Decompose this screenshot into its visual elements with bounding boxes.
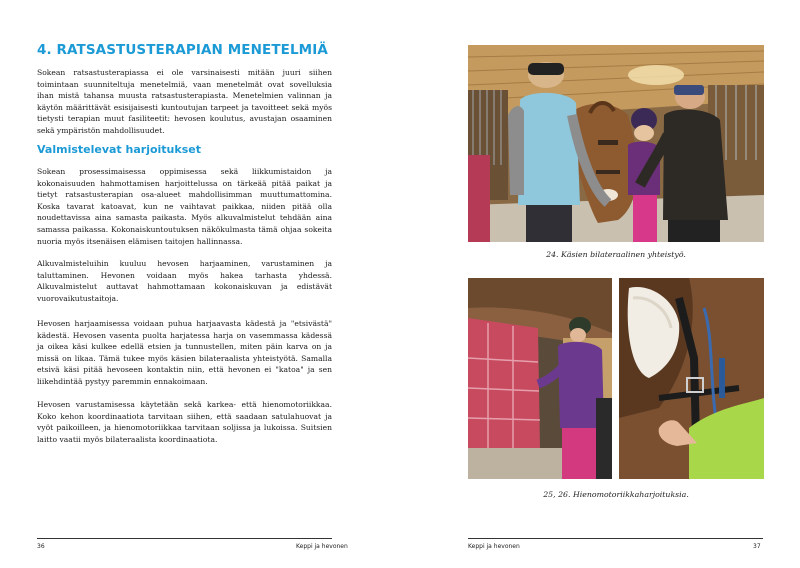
- body-paragraph-4: Hevosen varustamisessa käytetään sekä karkea- että hienomotoriikkaa. Koko kehon koordinaatiota tarvitaan siihen, että saadaan satulahuovat ja vyöt paikoilleen, ja hienomotoriikkaa tarvitaan soljissa ja lukoissa. Suitsien laitto vaatii myös bilateraalista koordinaatiota.: [37, 400, 332, 444]
- right-page: [400, 0, 800, 568]
- photo-fine-motor-bridle: [619, 278, 764, 479]
- caption-photo-24: 24. Käsien bilateraalinen yhteistyö.: [546, 250, 686, 259]
- body-paragraph-3: Hevosen harjaamisessa voidaan puhua harjaavasta kädestä ja "etsivästä" kädestä. Hevosen vasenta puolta harjatessa harja on vasemmassa kädessä ja oikea käsi kulkee edellä etsien ja tunnustellen, miten päin karva on ja missä on likaa. Tämä tukee myös käsien bilateraalista yhteistyötä. Samalla etsivä käsi pitää hevoseen kontaktin niin, että hevonen ei "katoa" ja sen liikehdintää pystyy paremmin ennakoimaan.: [37, 319, 332, 386]
- page-number-right: 37: [753, 543, 761, 550]
- intro-paragraph: Sokean ratsastusterapiassa ei ole varsinaisesti mitään juuri siihen toimintaan suunniteltuja menetelmiä, vaan menetelmät ovat sovelluksia ihan mistä tahansa muusta ratsastusterapiasta. Menetelmien valinnan ja käytön määrittävät esisijaisesti kuntoutujan tarpeet ja tavoitteet sekä myös tietysti terapian muut fasiliteetit: hevosen koulutus, avustajan osaaminen sekä ympäristön mahdollisuudet.: [37, 68, 332, 135]
- footer-title-left: Keppi ja hevonen: [296, 543, 348, 550]
- footer-rule-right: [468, 538, 763, 539]
- page-number-left: 36: [37, 543, 45, 550]
- chapter-heading: 4. RATSASTUSTERAPIAN MENETELMIÄ: [37, 42, 328, 58]
- caption-photos-25-26: 25, 26. Hienomotoriikkaharjoituksia.: [543, 490, 689, 499]
- section-subheading: Valmistelevat harjoitukset: [37, 143, 201, 156]
- photo-bilateral-cooperation: [468, 45, 764, 242]
- photo-fine-motor-grooming: [468, 278, 612, 479]
- footer-title-right: Keppi ja hevonen: [468, 543, 520, 550]
- footer-rule-left: [37, 538, 332, 539]
- body-paragraph-1: Sokean prosessimaisessa oppimisessa sekä liikkumistaidon ja kokonaisuuden hahmottamisen harjoittelussa on tärkeää pitää paikat ja tietyt ratsastusterapian osa-alueet mahdollisimman muuttumattomina. Koska tavarat katoavat, kun ne vaihtavat paikkaa, niiden pitää olla noudettavissa aina samasta paikasta. Myös alkuvalmistelut tehdään aina samassa paikassa. Kokonaiskuntoutuksen näkökulmasta tämä ohjaa sokeita nuoria myös itsenäisen elämisen taitojen hallinnassa.: [37, 167, 332, 246]
- body-paragraph-2: Alkuvalmisteluihin kuuluu hevosen harjaaminen, varustaminen ja taluttaminen. Hevonen voidaan myös hakea tarhasta yhdessä. Alkuvalmistelut auttavat hahmottamaan kokonaiskuvan ja edistävät vuorovaikutustaitoja.: [37, 259, 332, 303]
